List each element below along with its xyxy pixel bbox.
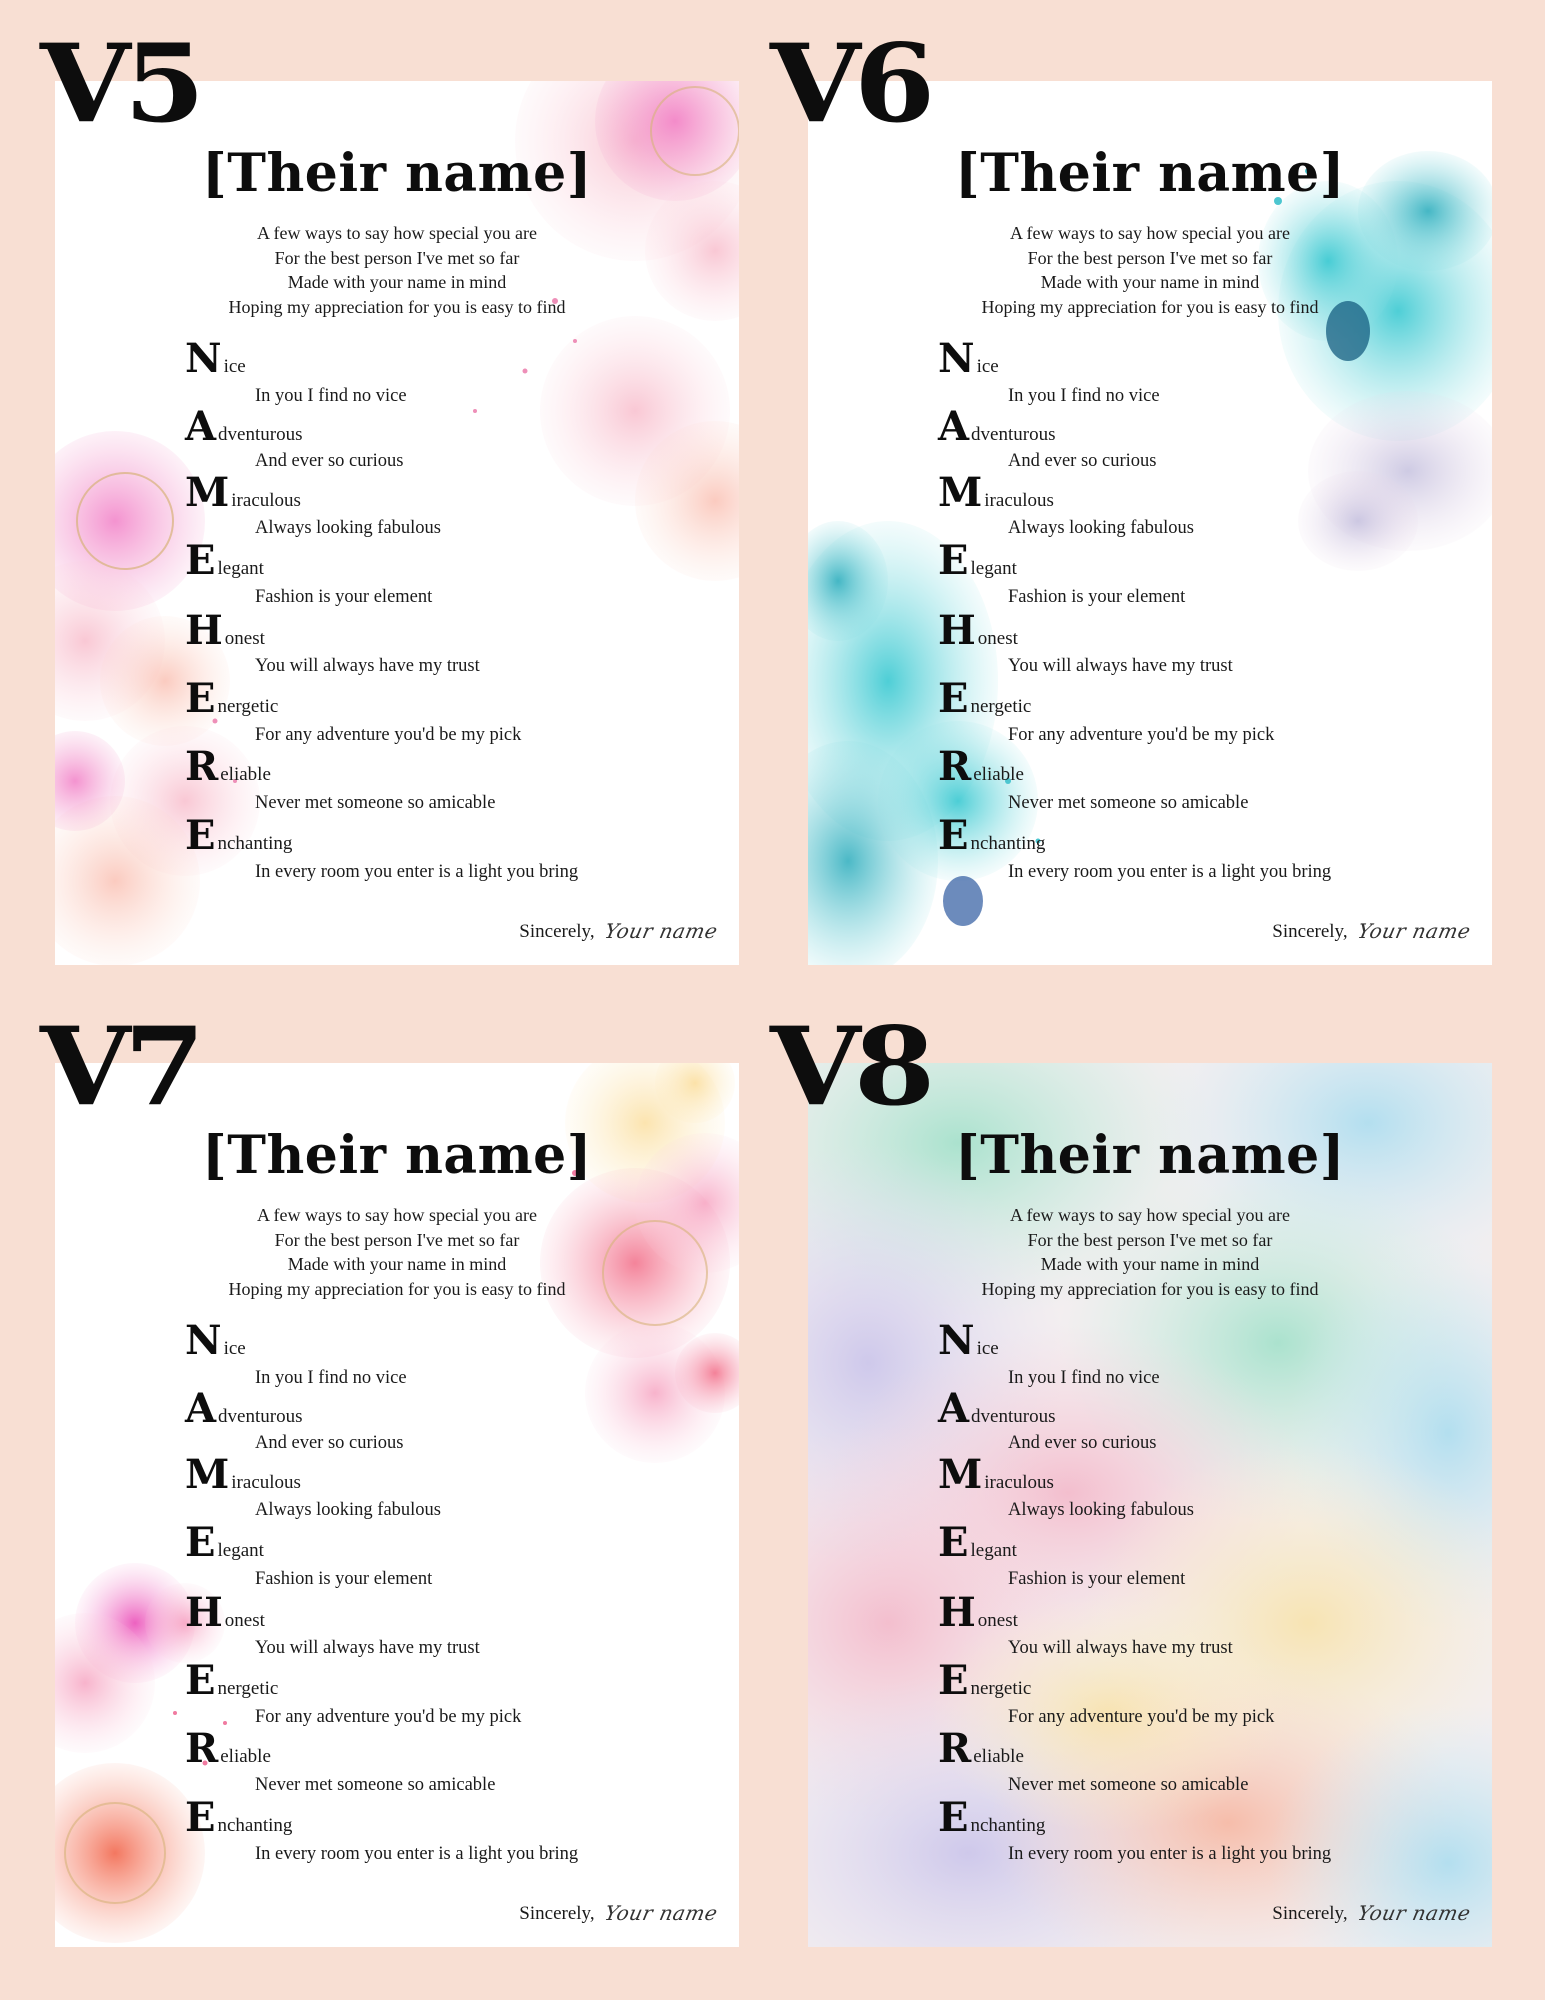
acrostic-word: [938, 675, 1032, 722]
card-v5: [55, 81, 739, 965]
acrostic-word: [938, 1589, 1018, 1636]
card-v6: [808, 81, 1492, 965]
acrostic-line: In you I find no vice: [255, 1368, 407, 1388]
acrostic-line: In you I find no vice: [1008, 1368, 1160, 1388]
acrostic-word: [938, 1451, 1054, 1498]
acrostic-letter: E: [938, 1519, 969, 1566]
acrostic-word-rest: onest: [224, 628, 265, 649]
acrostic-word: [185, 1385, 303, 1432]
acrostic-word-rest: nchanting: [970, 833, 1046, 854]
acrostic-line: Fashion is your element: [1008, 1569, 1186, 1589]
acrostic-line: Never met someone so amicable: [1008, 1775, 1249, 1795]
acrostic-letter: E: [938, 1794, 969, 1841]
acrostic-word-rest: eliable: [973, 764, 1024, 785]
acrostic-letter: E: [185, 1657, 216, 1704]
acrostic-word: [938, 1657, 1032, 1704]
acrostic-letter: M: [185, 1451, 230, 1498]
acrostic-word-rest: legant: [217, 1540, 264, 1561]
acrostic-word: [185, 537, 264, 584]
acrostic-letter: M: [938, 469, 983, 516]
acrostic-letter: E: [185, 812, 216, 859]
acrostic-word-rest: dventurous: [971, 424, 1056, 445]
acrostic-word-rest: dventurous: [971, 1406, 1056, 1427]
variant-label-v7: V7: [40, 1004, 199, 1130]
acrostic-line: For any adventure you'd be my pick: [1008, 1707, 1275, 1727]
acrostic-letter: N: [938, 1317, 975, 1364]
acrostic-word-rest: legant: [970, 558, 1017, 579]
acrostic-word: [185, 403, 303, 450]
signoff: [519, 919, 720, 943]
acrostic-letter: R: [185, 1725, 219, 1772]
acrostic-letter: E: [938, 537, 969, 584]
acrostic-word-rest: onest: [977, 628, 1018, 649]
acrostic-word: [185, 335, 246, 382]
acrostic-line: You will always have my trust: [255, 1638, 480, 1658]
acrostic-word-rest: iraculous: [984, 1472, 1054, 1493]
acrostic-line: In every room you enter is a light you bring: [255, 862, 579, 882]
acrostic-word: [185, 1589, 265, 1636]
acrostic-word: [185, 607, 265, 654]
acrostic-word: [938, 812, 1046, 859]
acrostic-letter: A: [185, 403, 217, 450]
acrostic-line: You will always have my trust: [255, 656, 480, 676]
acrostic-word-rest: nchanting: [970, 1815, 1046, 1836]
intro-verse: [55, 221, 739, 319]
acrostic-word-rest: dventurous: [218, 424, 303, 445]
acrostic-word: [938, 469, 1054, 516]
acrostic-letter: N: [185, 1317, 222, 1364]
acrostic-word: [938, 537, 1017, 584]
acrostic-word: [185, 1317, 246, 1364]
intro-verse: [808, 221, 1492, 319]
signoff: [519, 1901, 720, 1925]
acrostic-letter: H: [185, 1589, 223, 1636]
intro-line: A few ways to say how special you are: [257, 1205, 537, 1225]
intro-line: For the best person I've met so far: [1027, 247, 1273, 268]
acrostic-word: [938, 607, 1018, 654]
signoff: [1272, 919, 1473, 943]
acrostic-word: [938, 1317, 999, 1364]
acrostic-word: [185, 812, 293, 859]
acrostic-line: You will always have my trust: [1008, 1638, 1233, 1658]
acrostic-letter: M: [185, 469, 230, 516]
acrostic-word: [185, 743, 271, 790]
signature: Your name: [1355, 1901, 1473, 1925]
card-title: [Their name]: [202, 143, 592, 204]
acrostic-word: [938, 1794, 1046, 1841]
card-title: [Their name]: [955, 1125, 1345, 1186]
acrostic-line: And ever so curious: [1008, 451, 1157, 471]
acrostic-line: In you I find no vice: [1008, 386, 1160, 406]
acrostic-line: Fashion is your element: [1008, 587, 1186, 607]
acrostic-word: [938, 1519, 1017, 1566]
acrostic-line: Always looking fabulous: [1008, 518, 1195, 538]
acrostic-line: Always looking fabulous: [1008, 1500, 1195, 1520]
acrostic-letter: M: [938, 1451, 983, 1498]
sincerely-text: Sincerely,: [1272, 1903, 1348, 1924]
sincerely-text: Sincerely,: [519, 1903, 595, 1924]
acrostic-word-rest: nchanting: [217, 1815, 293, 1836]
acrostic-line: Never met someone so amicable: [255, 793, 496, 813]
acrostic-letter: E: [938, 675, 969, 722]
signoff: [1272, 1901, 1473, 1925]
intro-line: A few ways to say how special you are: [1010, 1205, 1290, 1225]
acrostic-line: Always looking fabulous: [255, 1500, 442, 1520]
acrostic-line: And ever so curious: [255, 1433, 404, 1453]
card-v7: [55, 1063, 739, 1947]
acrostic-word: [938, 403, 1056, 450]
acrostic-word-rest: nergetic: [217, 1678, 279, 1699]
acrostic-word-rest: ice: [976, 1338, 999, 1359]
acrostic-letter: A: [938, 1385, 970, 1432]
acrostic-letter: R: [938, 1725, 972, 1772]
acrostic-word: [938, 335, 999, 382]
acrostic-word-rest: eliable: [973, 1746, 1024, 1767]
acrostic-word-rest: ice: [223, 356, 246, 377]
acrostic-line: Never met someone so amicable: [255, 1775, 496, 1795]
sincerely-text: Sincerely,: [1272, 921, 1348, 942]
acrostic-word: [938, 1385, 1056, 1432]
sincerely-text: Sincerely,: [519, 921, 595, 942]
acrostic-letter: E: [938, 812, 969, 859]
intro-line: Hoping my appreciation for you is easy to find: [981, 1278, 1319, 1299]
card-title: [Their name]: [202, 1125, 592, 1186]
acrostic-word: [938, 743, 1024, 790]
acrostic-word-rest: dventurous: [218, 1406, 303, 1427]
acrostic-line: Fashion is your element: [255, 587, 433, 607]
acrostic-letter: N: [185, 335, 222, 382]
acrostic-word-rest: eliable: [220, 1746, 271, 1767]
acrostic-line: And ever so curious: [255, 451, 404, 471]
variant-label-v8: V8: [770, 1004, 929, 1130]
acrostic-word-rest: iraculous: [231, 1472, 301, 1493]
intro-line: A few ways to say how special you are: [257, 223, 537, 243]
acrostic-word-rest: ice: [223, 1338, 246, 1359]
acrostic-line: Always looking fabulous: [255, 518, 442, 538]
acrostic-word-rest: onest: [977, 1610, 1018, 1631]
acrostic-word-rest: onest: [224, 1610, 265, 1631]
acrostic-word: [185, 469, 301, 516]
acrostic-letter: A: [185, 1385, 217, 1432]
acrostic-letter: H: [185, 607, 223, 654]
card-v8: [808, 1063, 1492, 1947]
acrostic-line: In every room you enter is a light you bring: [255, 1844, 579, 1864]
card-title: [Their name]: [955, 143, 1345, 204]
intro-line: A few ways to say how special you are: [1010, 223, 1290, 243]
acrostic-letter: H: [938, 1589, 976, 1636]
intro-line: Hoping my appreciation for you is easy to find: [228, 296, 566, 317]
acrostic-word: [185, 675, 279, 722]
acrostic-word: [185, 1794, 293, 1841]
acrostic-word-rest: nchanting: [217, 833, 293, 854]
intro-verse: [808, 1203, 1492, 1301]
acrostic-line: In every room you enter is a light you bring: [1008, 1844, 1332, 1864]
acrostic-word-rest: nergetic: [970, 1678, 1032, 1699]
signature: Your name: [602, 919, 720, 943]
intro-line: Made with your name in mind: [1040, 1254, 1260, 1274]
acrostic-line: Fashion is your element: [255, 1569, 433, 1589]
acrostic-line: For any adventure you'd be my pick: [255, 1707, 522, 1727]
acrostic-word-rest: legant: [217, 558, 264, 579]
variant-label-v5: V5: [40, 21, 199, 147]
acrostic-word: [938, 1725, 1024, 1772]
acrostic-word-rest: iraculous: [984, 490, 1054, 511]
signature: Your name: [602, 1901, 720, 1925]
acrostic-word: [185, 1519, 264, 1566]
intro-line: Made with your name in mind: [1040, 272, 1260, 292]
intro-line: Hoping my appreciation for you is easy to find: [228, 1278, 566, 1299]
acrostic-word-rest: legant: [970, 1540, 1017, 1561]
acrostic-letter: E: [185, 537, 216, 584]
intro-verse: [55, 1203, 739, 1301]
acrostic-letter: E: [185, 1794, 216, 1841]
variant-label-v6: V6: [770, 21, 929, 147]
acrostic-letter: E: [185, 675, 216, 722]
acrostic-letter: H: [938, 607, 976, 654]
acrostic-word-rest: nergetic: [217, 696, 279, 717]
intro-line: For the best person I've met so far: [274, 1229, 520, 1250]
acrostic-line: You will always have my trust: [1008, 656, 1233, 676]
acrostic-letter: N: [938, 335, 975, 382]
acrostic-line: For any adventure you'd be my pick: [1008, 725, 1275, 745]
acrostic-word-rest: nergetic: [970, 696, 1032, 717]
acrostic-word: [185, 1451, 301, 1498]
signature: Your name: [1355, 919, 1473, 943]
acrostic-letter: E: [185, 1519, 216, 1566]
acrostic-word: [185, 1657, 279, 1704]
acrostic-word-rest: ice: [976, 356, 999, 377]
intro-line: Hoping my appreciation for you is easy to find: [981, 296, 1319, 317]
acrostic-letter: R: [938, 743, 972, 790]
acrostic-letter: R: [185, 743, 219, 790]
acrostic-line: And ever so curious: [1008, 1433, 1157, 1453]
acrostic-line: In every room you enter is a light you bring: [1008, 862, 1332, 882]
acrostic-letter: A: [938, 403, 970, 450]
intro-line: For the best person I've met so far: [1027, 1229, 1273, 1250]
acrostic-line: In you I find no vice: [255, 386, 407, 406]
acrostic-line: For any adventure you'd be my pick: [255, 725, 522, 745]
acrostic-word: [185, 1725, 271, 1772]
acrostic-word-rest: eliable: [220, 764, 271, 785]
acrostic-line: Never met someone so amicable: [1008, 793, 1249, 813]
intro-line: Made with your name in mind: [287, 272, 507, 292]
intro-line: For the best person I've met so far: [274, 247, 520, 268]
acrostic-word-rest: iraculous: [231, 490, 301, 511]
intro-line: Made with your name in mind: [287, 1254, 507, 1274]
acrostic-letter: E: [938, 1657, 969, 1704]
